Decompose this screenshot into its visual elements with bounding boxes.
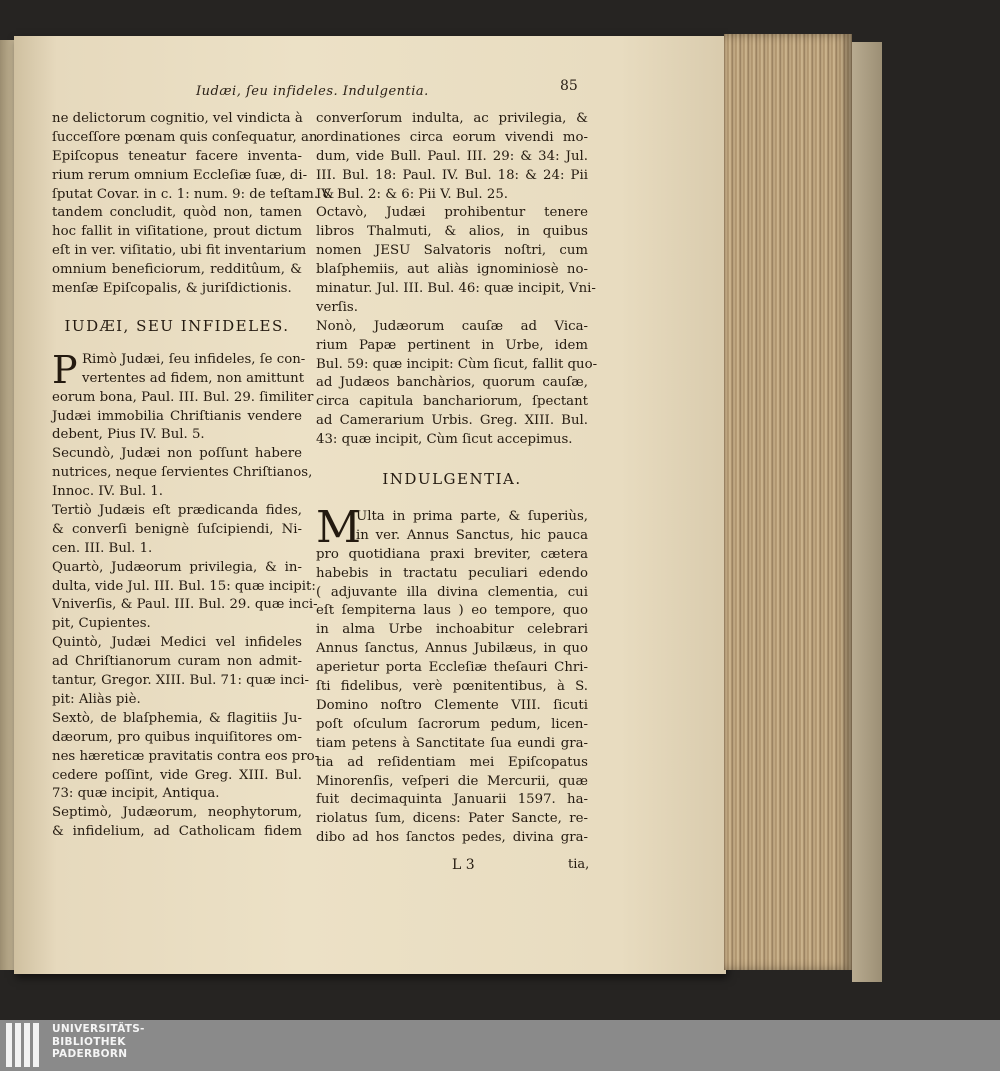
text-line: in ver. Annus Sanctus, hic pauca xyxy=(356,527,588,543)
text-line: cen. III. Bul. 1. xyxy=(52,540,153,556)
logo-line-3: PADERBORN xyxy=(52,1048,128,1060)
catchword: tia, xyxy=(568,857,590,872)
text-line: nutrices, neque ſervientes Chriſtianos, xyxy=(52,465,313,481)
text-line: hoc fallit in viſitatione, prout dictum xyxy=(52,224,302,240)
text-line: tiam petens à Sanctitate ſua eundi gra- xyxy=(316,735,588,751)
text-line: Domino noſtro Clemente VIII. ſicuti xyxy=(316,697,588,713)
text-line: ſti fidelibus, verè pœnitentibus, à S. xyxy=(316,679,588,695)
text-line: pro quotidiana praxi breviter, cætera xyxy=(316,546,588,562)
text-line: pit, Cupientes. xyxy=(52,616,151,632)
text-line: Vniverſis, & Paul. III. Bul. 29. quæ inci- xyxy=(52,597,318,613)
text-line: ſucceſſore pœnam quis conſequatur, an xyxy=(52,129,318,145)
section-heading-indulgentia: INDULGENTIA. xyxy=(382,470,522,489)
text-line: Septimò, Judæorum, neophytorum, xyxy=(52,805,302,821)
text-line: eſt ſempiterna laus ) eo tempore, quo xyxy=(316,603,588,619)
text-line: rium Papæ pertinent in Urbe, idem xyxy=(316,337,588,353)
logo-line-2: BIBLIOTHEK xyxy=(52,1035,126,1048)
library-footer-bar xyxy=(0,1020,1000,1071)
text-line: habebis in tractatu peculiari edendo xyxy=(316,565,588,581)
text-line: IV. Bul. 2: & 6: Pii V. Bul. 25. xyxy=(316,186,509,202)
text-line: libros Thalmuti, & alios, in quibus xyxy=(316,224,588,240)
indulgentia-text xyxy=(316,502,588,848)
text-line: ad Chriſtianorum curam non admit- xyxy=(52,654,302,670)
text-line: Quartò, Judæorum privilegia, & in- xyxy=(52,559,302,575)
text-line: III. Bul. 18: Paul. IV. Bul. 18: & 24: Pii xyxy=(316,167,588,183)
text-line: poſt oſculum ſacrorum pedum, licen- xyxy=(316,716,588,732)
text-line: Nonò, Judæorum cauſæ ad Vica- xyxy=(316,318,588,334)
text-line: Rimò Judæi, ſeu infideles, ſe con- xyxy=(82,351,306,367)
text-line: Octavò, Judæi prohibentur tenere xyxy=(316,205,588,221)
text-line: riolatus ſum, dicens: Pater Sancte, re- xyxy=(316,811,588,827)
text-line: eorum bona, Paul. III. Bul. 29. ſimiliter xyxy=(52,389,314,405)
text-line: verſis. xyxy=(316,299,358,315)
text-line: eſt in ver. viſitatio, ubi fit inventarium xyxy=(52,243,307,259)
text-line: nomen JESU Salvatoris noſtri, cum xyxy=(316,243,588,259)
left-intro-text xyxy=(52,110,335,299)
text-line: nes hæreticæ pravitatis contra eos pro- xyxy=(52,748,320,764)
text-line: circa capitula banchariorum, ſpectant xyxy=(316,394,588,410)
text-line: Quintò, Judæi Medici vel infideles xyxy=(52,635,302,651)
text-line: rium rerum omnium Eccleſiæ ſuæ, di- xyxy=(52,167,308,183)
text-line: 73: quæ incipit, Antiqua. xyxy=(52,786,220,802)
text-line: aperietur porta Eccleſiæ theſauri Chri- xyxy=(316,660,588,676)
text-line: cedere poſſint, vide Greg. XIII. Bul. xyxy=(52,767,302,783)
left-column xyxy=(52,110,335,842)
text-line: ſputat Covar. in c. 1: num. 9: de teſtam. & xyxy=(52,186,335,202)
logo-line-1: UNIVERSITÄTS- xyxy=(52,1023,145,1035)
text-line: tia ad reſidentiam mei Epiſcopatus xyxy=(316,754,588,770)
section-body-judaei xyxy=(52,347,320,842)
text-line: Innoc. IV. Bul. 1. xyxy=(52,484,163,500)
text-line: minatur. Jul. III. Bul. 46: quæ incipit, Vni- xyxy=(316,281,596,297)
right-top-text xyxy=(316,110,598,450)
text-line: Secundò, Judæi non poſſunt habere xyxy=(52,446,302,462)
text-line: Judæi immobilia Chriſtianis vendere xyxy=(52,408,302,424)
library-logo-text xyxy=(52,1023,145,1061)
text-line: debent, Pius IV. Bul. 5. xyxy=(52,427,205,443)
section-heading-judaei: IUDÆI, SEU INFIDELES. xyxy=(64,316,290,335)
text-line: 43: quæ incipit, Cùm ſicut accepimus. xyxy=(316,432,573,448)
text-line: pit: Aliàs piè. xyxy=(52,691,141,707)
text-line: Epiſcopus teneatur facere inventa- xyxy=(52,148,302,164)
text-line: in alma Urbe inchoabitur celebrari xyxy=(316,622,588,638)
text-line: & converſi benignè ſuſcipiendi, Ni- xyxy=(52,521,302,537)
text-line: Annus ſanctus, Annus Jubilæus, in quo xyxy=(316,641,588,657)
text-line: Sextò, de blaſphemia, & flagitiis Ju- xyxy=(52,710,302,726)
text-line: Ulta in prima parte, & ſuperiùs, xyxy=(356,509,588,525)
text-line: omnium beneficiorum, redditûum, & xyxy=(52,262,302,278)
text-line: ordinationes circa eorum vivendi mo- xyxy=(316,129,588,145)
text-line: ad Judæos banchàrios, quorum cauſæ, xyxy=(316,375,588,391)
text-line: dibo ad hos ſanctos pedes, divina gra- xyxy=(316,830,588,846)
text-line: dulta, vide Jul. III. Bul. 15: quæ incipit: xyxy=(52,578,316,594)
text-line: Tertiò Judæis eſt prædicanda fides, xyxy=(52,503,302,519)
library-logo-icon xyxy=(6,1023,46,1067)
page-number: 85 xyxy=(560,78,578,94)
text-line: & infidelium, ad Catholicam fidem xyxy=(52,824,302,840)
right-column xyxy=(316,110,598,848)
book-cover-board xyxy=(852,42,882,982)
text-line: dæorum, pro quibus inquiſitores om- xyxy=(52,729,302,745)
text-line: Bul. 59: quæ incipit: Cùm ſicut, fallit quo- xyxy=(316,356,598,372)
text-line: tantur, Gregor. XIII. Bul. 71: quæ inci- xyxy=(52,673,309,689)
text-line: vertentes ad fidem, non amittunt xyxy=(82,370,305,386)
text-line: blaſphemiis, aut aliàs ignominiosè no- xyxy=(316,262,588,278)
page-block-edge xyxy=(724,34,852,970)
text-line: ne delictorum cognitio, vel vindicta à xyxy=(52,111,303,126)
text-line: menſæ Epiſcopalis, & juriſdictionis. xyxy=(52,281,292,297)
text-line: Minorenſis, veſperi die Mercurii, quæ xyxy=(316,773,588,789)
text-line: tandem concludit, quòd non, tamen xyxy=(52,205,302,221)
signature-mark: L 3 xyxy=(452,857,475,873)
drop-cap-p: P xyxy=(52,347,78,392)
text-line: ( adjuvante illa divina clementia, cui xyxy=(316,584,588,600)
text-line: fuit decimaquinta Januarii 1597. ha- xyxy=(316,792,588,808)
section-body-indulgentia xyxy=(316,502,588,848)
text-line: ad Camerarium Urbis. Greg. XIII. Bul. xyxy=(316,413,588,429)
drop-cap-m: M xyxy=(316,502,362,554)
text-line: dum, vide Bull. Paul. III. 29: & 34: Jul. xyxy=(316,148,588,164)
text-line: converſorum indulta, ac privilegia, & xyxy=(316,111,588,126)
judaei-text xyxy=(52,347,320,842)
running-header: Iudæi, ſeu infideles. Indulgentia. xyxy=(196,84,429,99)
